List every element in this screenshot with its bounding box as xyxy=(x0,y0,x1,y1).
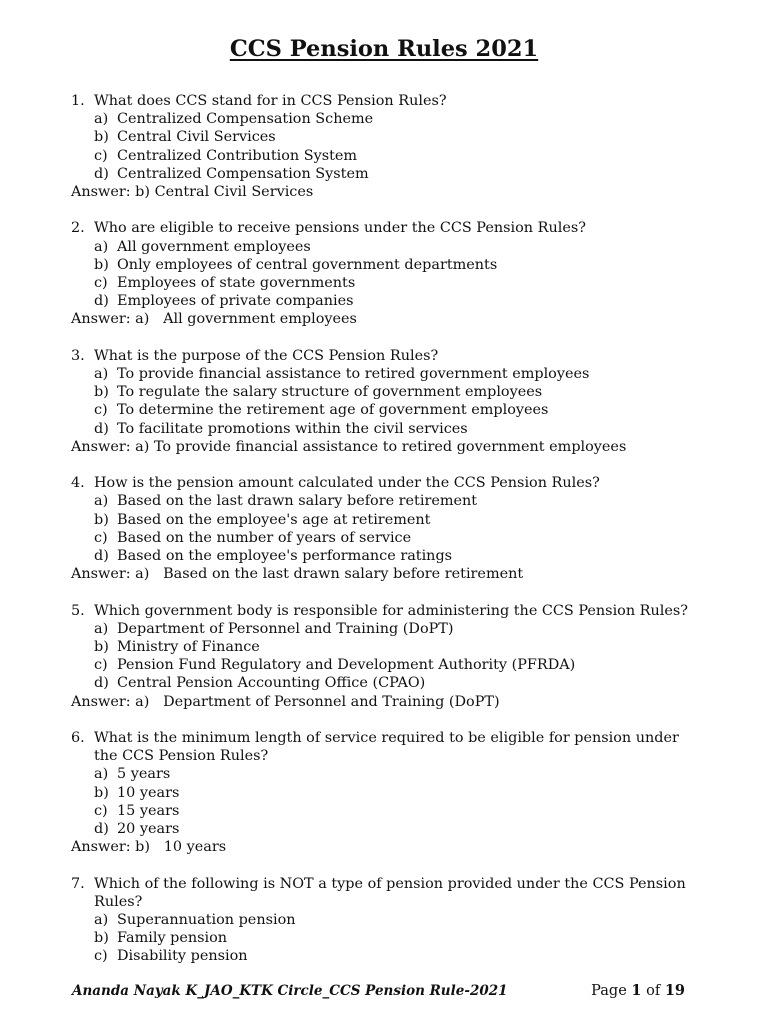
option-text: Central Pension Accounting Office (CPAO) xyxy=(117,675,426,692)
question-text: What is the minimum length of service required to be eligible for pension under xyxy=(94,730,679,746)
option-text: Based on the last drawn salary before retirement xyxy=(117,493,478,510)
option-text: Superannuation pension xyxy=(117,912,296,928)
question-text: What does CCS stand for in CCS Pension Rules? xyxy=(94,93,447,109)
option-letter: b) xyxy=(94,129,109,146)
option-text: Based on the employee's performance ratings xyxy=(117,548,453,564)
option-letter: a) xyxy=(94,238,109,255)
option-letter: b) xyxy=(94,511,109,528)
option-letter: d) xyxy=(94,821,109,837)
option-text: Based on the employee's age at retirement xyxy=(117,511,431,528)
option-letter: d) xyxy=(94,293,109,310)
page-total: 19 xyxy=(664,982,685,999)
option-text: Disability pension xyxy=(117,948,248,965)
answer-line: Answer: b) Central Civil Services xyxy=(71,184,314,200)
option-letter: b) xyxy=(94,384,109,401)
question-text: What is the purpose of the CCS Pension Rules? xyxy=(94,347,439,364)
option-text: 20 years xyxy=(117,821,180,837)
option-letter: c) xyxy=(94,657,108,674)
option-letter: b) xyxy=(94,639,109,655)
footer-author: Ananda Nayak K_JAO_KTK Circle_CCS Pension Rule-2021 xyxy=(72,983,508,999)
option-letter: c) xyxy=(94,529,108,546)
option-text: All government employees xyxy=(117,238,311,255)
option-text: Pension Fund Regulatory and Development Authority (PFRDA) xyxy=(117,657,576,674)
option-letter: b) xyxy=(94,930,109,947)
option-letter: a) xyxy=(94,620,109,637)
option-text: Employees of private companies xyxy=(117,293,354,310)
answer-line: Answer: a) To provide financial assistance to retired government employees xyxy=(71,438,627,455)
option-text: Based on the number of years of service xyxy=(117,529,412,546)
option-text: Ministry of Finance xyxy=(117,639,260,655)
answer-line: Answer: b) 10 years xyxy=(71,839,227,856)
option-text: Only employees of central government departments xyxy=(117,256,498,273)
option-text: Employees of state governments xyxy=(117,275,356,291)
page-current: 1 xyxy=(631,982,642,999)
answer-line: Answer: a) Based on the last drawn salary before retirement xyxy=(71,566,524,583)
option-letter: b) xyxy=(94,784,109,801)
question-text: the CCS Pension Rules? xyxy=(94,748,269,765)
answer-line: Answer: a) Department of Personnel and Training (DoPT) xyxy=(71,693,500,710)
question-number: 3. xyxy=(71,347,85,364)
question-number: 4. xyxy=(71,475,85,492)
option-text: 5 years xyxy=(117,766,171,783)
option-letter: a) xyxy=(94,766,109,783)
option-letter: d) xyxy=(94,675,109,692)
option-letter: d) xyxy=(94,165,109,182)
option-letter: b) xyxy=(94,256,109,273)
answer-line: Answer: a) All government employees xyxy=(71,311,357,328)
question-number: 5. xyxy=(71,602,85,619)
option-text: To regulate the salary structure of government employees xyxy=(117,384,543,401)
question-number: 7. xyxy=(71,875,85,892)
option-text: To determine the retirement age of government employees xyxy=(117,402,549,419)
question-text: How is the pension amount calculated under the CCS Pension Rules? xyxy=(94,475,600,492)
option-letter: a) xyxy=(94,366,109,382)
document-title: CCS Pension Rules 2021 xyxy=(229,36,539,62)
option-text: 10 years xyxy=(117,784,180,801)
option-letter: c) xyxy=(94,948,108,965)
option-letter: d) xyxy=(94,548,109,564)
option-letter: a) xyxy=(94,111,109,128)
question-text: Which government body is responsible for administering the CCS Pension Rules? xyxy=(94,602,688,619)
question-text: Who are eligible to receive pensions under the CCS Pension Rules? xyxy=(94,220,586,237)
option-letter: d) xyxy=(94,420,109,437)
option-text: Centralized Contribution System xyxy=(117,147,358,164)
page-indicator xyxy=(591,982,685,999)
option-letter: c) xyxy=(94,802,108,819)
option-letter: a) xyxy=(94,493,109,510)
page-separator: of xyxy=(646,983,661,999)
option-text: To facilitate promotions within the civil services xyxy=(117,420,468,437)
question-number: 2. xyxy=(71,220,85,237)
option-text: Department of Personnel and Training (DoPT) xyxy=(117,620,454,637)
option-letter: c) xyxy=(94,402,108,419)
question-text: Which of the following is NOT a type of pension provided under the CCS Pension xyxy=(94,875,686,892)
option-letter: a) xyxy=(94,912,109,928)
question-number: 1. xyxy=(71,93,85,109)
option-text: Central Civil Services xyxy=(117,129,276,146)
option-letter: c) xyxy=(94,275,108,291)
option-text: To provide financial assistance to retired government employees xyxy=(117,366,590,382)
page-prefix: Page xyxy=(591,983,627,999)
option-text: 15 years xyxy=(117,802,180,819)
question-number: 6. xyxy=(71,730,85,746)
option-text: Family pension xyxy=(117,930,228,947)
question-text: Rules? xyxy=(94,893,143,910)
option-letter: c) xyxy=(94,147,108,164)
option-text: Centralized Compensation Scheme xyxy=(117,111,374,128)
option-text: Centralized Compensation System xyxy=(117,165,369,182)
